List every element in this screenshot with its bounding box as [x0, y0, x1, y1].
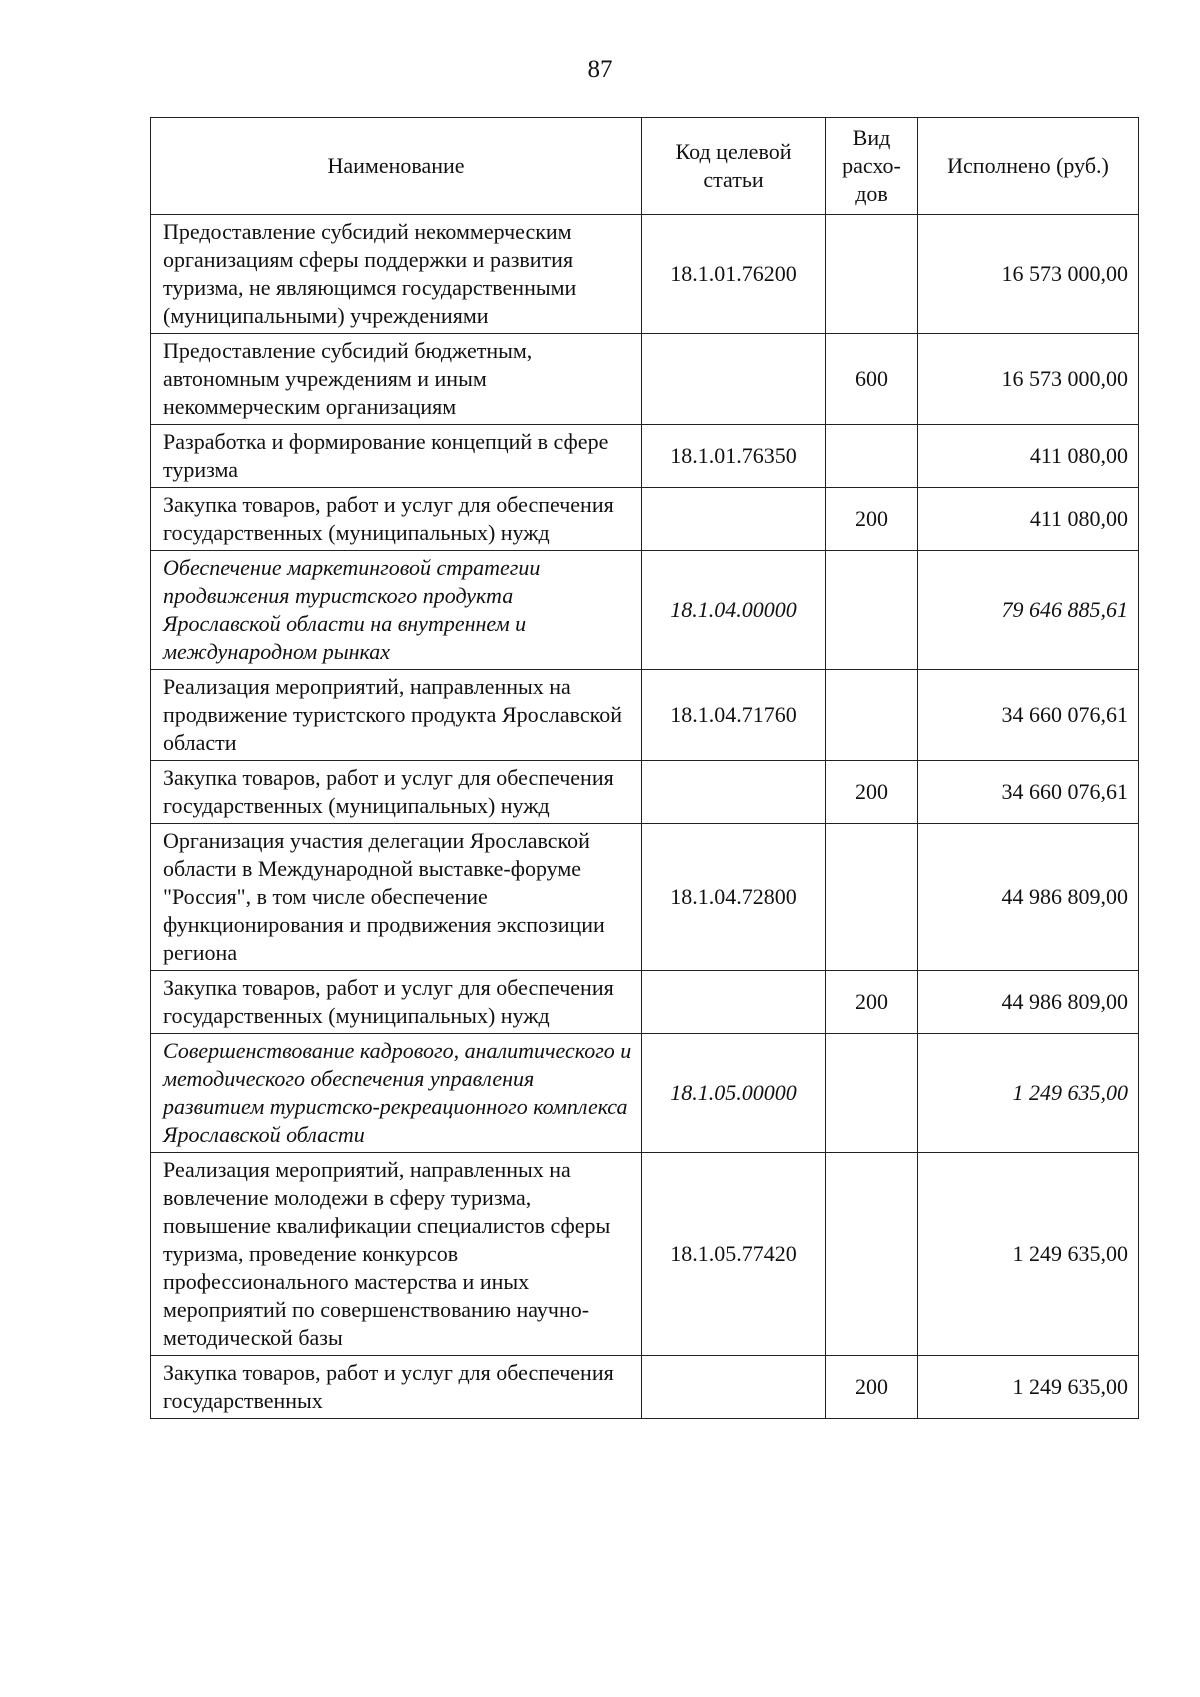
- header-amount: Исполнено (руб.): [918, 118, 1139, 215]
- row-amount-cell: 34 660 076,61: [918, 670, 1139, 761]
- table-header-row: [151, 118, 1139, 215]
- row-kind-cell: 600: [826, 334, 918, 425]
- row-kind-cell: 200: [826, 761, 918, 824]
- row-name-cell: Закупка товаров, работ и услуг для обеспечения государственных (муниципальных) нужд: [151, 971, 642, 1034]
- row-name-cell: Организация участия делегации Ярославской области в Международной выставке-форуме "Россия", в том числе обеспечение функционирования и продвижения экспозиции региона: [151, 824, 642, 971]
- row-code-cell: 18.1.05.77420: [642, 1153, 826, 1356]
- row-code-cell: [642, 761, 826, 824]
- row-amount-cell: 44 986 809,00: [918, 824, 1139, 971]
- row-name-cell: Разработка и формирование концепций в сфере туризма: [151, 425, 642, 488]
- header-kind: Вид расхо-дов: [826, 118, 918, 215]
- row-kind-cell: [826, 670, 918, 761]
- table-row: [151, 215, 1139, 334]
- row-name-cell: Предоставление субсидий бюджетным, автономным учреждениям и иным некоммерческим организациям: [151, 334, 642, 425]
- header-code: Код целевой статьи: [642, 118, 826, 215]
- row-name-cell: Реализация мероприятий, направленных на вовлечение молодежи в сферу туризма, повышение квалификации специалистов сферы туризма, проведение конкурсов профессионального мастерства и иных мероприятий по совершенствованию научно-методической базы: [151, 1153, 642, 1356]
- row-amount-cell: 16 573 000,00: [918, 215, 1139, 334]
- row-code-cell: [642, 488, 826, 551]
- row-kind-cell: [826, 425, 918, 488]
- table-row: [151, 488, 1139, 551]
- row-code-cell: [642, 334, 826, 425]
- row-amount-cell: 44 986 809,00: [918, 971, 1139, 1034]
- row-amount-cell: 411 080,00: [918, 425, 1139, 488]
- row-amount-cell: 16 573 000,00: [918, 334, 1139, 425]
- row-code-cell: 18.1.01.76350: [642, 425, 826, 488]
- table-row: [151, 1153, 1139, 1356]
- row-amount-cell: 1 249 635,00: [918, 1034, 1139, 1153]
- row-amount-cell: 1 249 635,00: [918, 1356, 1139, 1419]
- row-kind-cell: [826, 1034, 918, 1153]
- table-row: [151, 551, 1139, 670]
- row-kind-cell: [826, 551, 918, 670]
- row-code-cell: 18.1.04.00000: [642, 551, 826, 670]
- row-amount-cell: 34 660 076,61: [918, 761, 1139, 824]
- row-name-cell: Закупка товаров, работ и услуг для обеспечения государственных (муниципальных) нужд: [151, 488, 642, 551]
- row-name-cell: Обеспечение маркетинговой стратегии продвижения туристского продукта Ярославской области на внутреннем и международном рынках: [151, 551, 642, 670]
- row-name-cell: Реализация мероприятий, направленных на продвижение туристского продукта Ярославской области: [151, 670, 642, 761]
- row-amount-cell: 1 249 635,00: [918, 1153, 1139, 1356]
- row-code-cell: 18.1.01.76200: [642, 215, 826, 334]
- row-kind-cell: 200: [826, 488, 918, 551]
- table-row: [151, 1356, 1139, 1419]
- row-code-cell: 18.1.04.71760: [642, 670, 826, 761]
- page-number: 87: [587, 56, 613, 83]
- row-code-cell: [642, 971, 826, 1034]
- row-amount-cell: 79 646 885,61: [918, 551, 1139, 670]
- row-kind-cell: [826, 824, 918, 971]
- table-row: [151, 334, 1139, 425]
- row-name-cell: Предоставление субсидий некоммерческим организациям сферы поддержки и развития туризма, не являющимся государственными (муниципальными) учреждениями: [151, 215, 642, 334]
- expenditure-table: [150, 117, 1139, 1419]
- row-name-cell: Совершенствование кадрового, аналитического и методического обеспечения управления развитием туристско-рекреационного комплекса Ярославской области: [151, 1034, 642, 1153]
- row-name-cell: Закупка товаров, работ и услуг для обеспечения государственных: [151, 1356, 642, 1419]
- row-kind-cell: 200: [826, 971, 918, 1034]
- row-kind-cell: [826, 215, 918, 334]
- table-row: [151, 1034, 1139, 1153]
- table-row: [151, 670, 1139, 761]
- row-code-cell: [642, 1356, 826, 1419]
- row-code-cell: 18.1.05.00000: [642, 1034, 826, 1153]
- table-row: [151, 824, 1139, 971]
- table-row: [151, 761, 1139, 824]
- table-row: [151, 971, 1139, 1034]
- row-code-cell: 18.1.04.72800: [642, 824, 826, 971]
- header-name: Наименование: [151, 118, 642, 215]
- row-kind-cell: 200: [826, 1356, 918, 1419]
- row-amount-cell: 411 080,00: [918, 488, 1139, 551]
- row-kind-cell: [826, 1153, 918, 1356]
- table-row: [151, 425, 1139, 488]
- row-name-cell: Закупка товаров, работ и услуг для обеспечения государственных (муниципальных) нужд: [151, 761, 642, 824]
